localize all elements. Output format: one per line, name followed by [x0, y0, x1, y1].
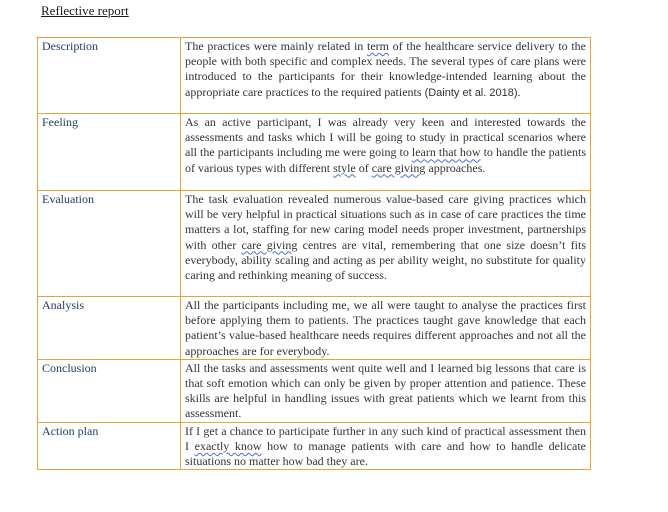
row-label: Action plan [38, 422, 181, 470]
document-title: Reflective report [41, 3, 129, 18]
row-text: If I get a chance to participate further in any such kind of practical assessment then I exactly know how to manage patients with care and how to handle delicate situations no matter how bad they are. [181, 422, 591, 470]
row-label: Analysis [38, 297, 181, 360]
row-text: The task evaluation revealed numerous value-based care giving practices which will be very helpful in practical situations such as in case of care practices the time matters a lot, staffing for new caring model needs proper investment, partnerships with other care giving centres are vital, remembering that one size doesn’t fits everybody, ability scaling and acting as per ability weight, no substitute for quality caring and rethinking meaning of success. [181, 191, 591, 297]
table-row-feeling [38, 114, 591, 191]
row-text: As an active participant, I was already very keen and interested towards the assessments and tasks which I will be going to study in practical scenarios where all the participants including me were going to learn that how to handle the patients of various types with different style of care giving approaches. [181, 114, 591, 191]
row-label: Feeling [38, 114, 181, 191]
row-text: All the tasks and assessments went quite well and I learned big lessons that care is that soft emotion which can only be given by proper attention and patience. These skills are helpful in handling issues with great patients which we learnt from this assessment. [181, 359, 591, 422]
row-label: Evaluation [38, 191, 181, 297]
table-row-action-plan [38, 422, 591, 470]
row-text: The practices were mainly related in term of the healthcare service delivery to the people with both specific and complex needs. The several types of care plans were introduced to the participants for their knowledge-intended learning about the appropriate care practices to the required patients (Dainty et al. 2018). [181, 38, 591, 114]
table-row-conclusion [38, 359, 591, 422]
reflective-report-table [37, 37, 591, 470]
row-label: Conclusion [38, 359, 181, 422]
table-row-analysis [38, 297, 591, 360]
row-text: All the participants including me, we all were taught to analyse the practices first before applying them to patients. The practices taught gave knowledge that each patient’s value-based healthcare needs requires different approaches and not all the approaches are for everybody. [181, 297, 591, 360]
table-row-evaluation [38, 191, 591, 297]
row-label: Description [38, 38, 181, 114]
table-row-description [38, 38, 591, 114]
